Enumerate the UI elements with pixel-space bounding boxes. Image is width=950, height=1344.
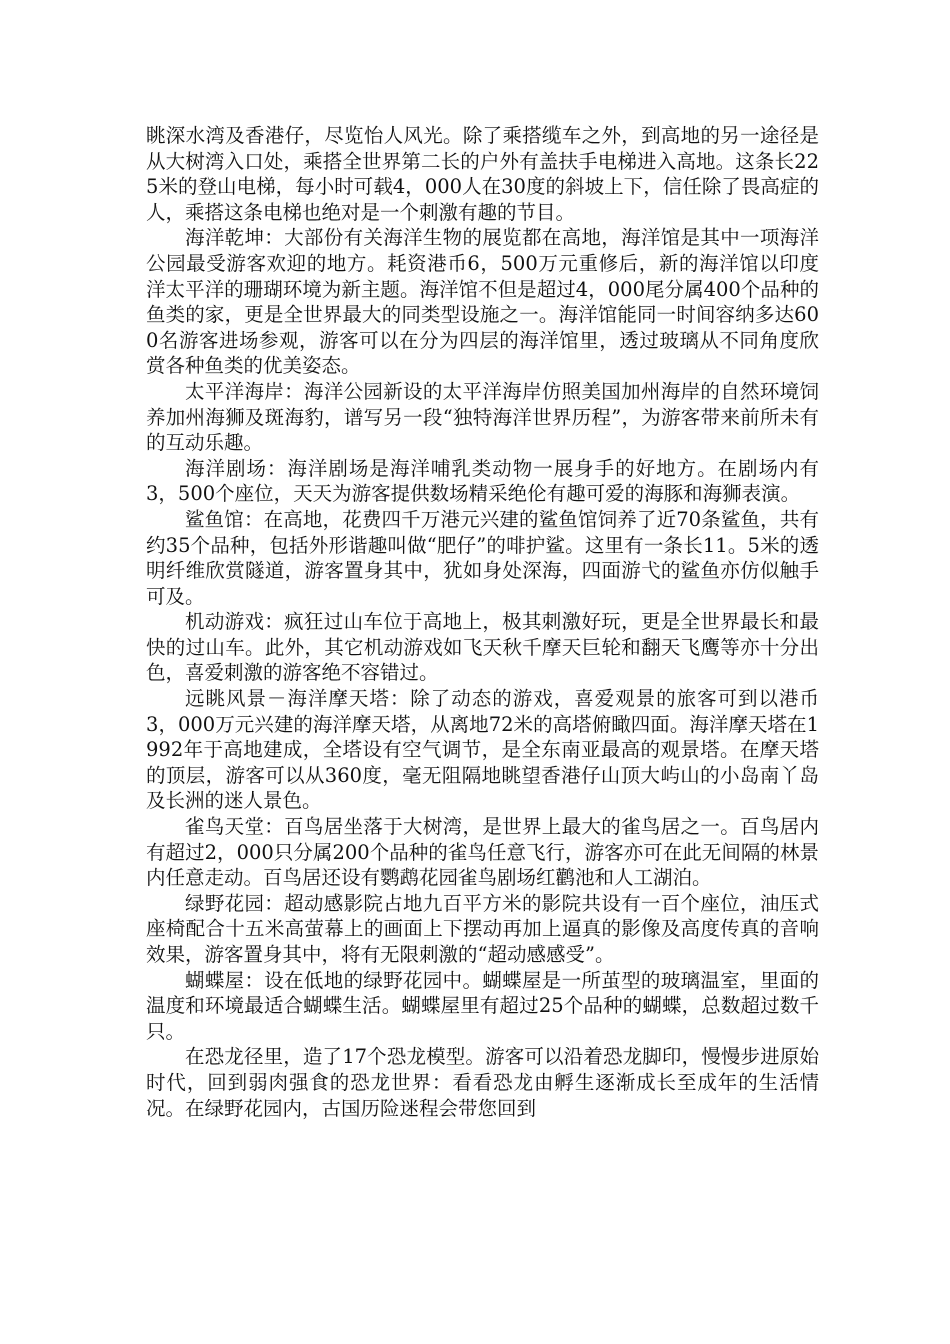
paragraph-ocean-world: 海洋乾坤：大部份有关海洋生物的展览都在高地，海洋馆是其中一项海洋公园最受游客欢迎的地方。耗资港币6，500万元重修后，新的海洋馆以印度洋太平洋的珊瑚环境为新主题。海洋馆不但是超过4，000尾分属400个品种的鱼类的家，更是全世界最大的同类型设施之一。海洋馆能同一时间容纳多达600名游客进场参观，游客可以在分为四层的海洋馆里，透过玻璃从不同角度欣赏各种鱼类的优美姿态。 (146, 226, 819, 378)
paragraph-rides: 机动游戏：疯狂过山车位于高地上，极其刺激好玩，更是全世界最长和最快的过山车。此外，其它机动游戏如飞天秋千摩天巨轮和翻天飞鹰等亦十分出色，喜爱刺激的游客绝不容错过。 (146, 610, 819, 685)
paragraph-dinosaur-trail: 在恐龙径里，造了17个恐龙模型。游客可以沿着恐龙脚印，慢慢步进原始时代，回到弱肉强食的恐龙世界：看看恐龙由孵生逐渐成长至成年的生活情况。在绿野花园内，古国历险迷程会带您回到 (146, 1045, 819, 1120)
paragraph-aviary: 雀鸟天堂：百鸟居坐落于大树湾，是世界上最大的雀鸟居之一。百鸟居内有超过2，000只分属200个品种的雀鸟任意飞行，游客亦可在此无间隔的林景内任意走动。百鸟居还设有鹦鹉花园雀鸟剧场红鹳池和人工湖泊。 (146, 815, 819, 890)
paragraph-pacific-coast: 太平洋海岸：海洋公园新设的太平洋海岸仿照美国加州海岸的自然环境饲养加州海狮及斑海豹，谱写另一段“独特海洋世界历程”，为游客带来前所未有的互动乐趣。 (146, 379, 819, 455)
paragraph-garden-theatre: 绿野花园：超动感影院占地九百平方米的影院共设有一百个座位，油压式座椅配合十五米高萤幕上的画面上下摆动再加上逼真的影像及高度传真的音响效果，游客置身其中，将有无限刺激的“超动感感受”。 (146, 891, 819, 966)
paragraph-butterfly-house: 蝴蝶屋：设在低地的绿野花园中。蝴蝶屋是一所茧型的玻璃温室，里面的温度和环境最适合蝴蝶生活。蝴蝶屋里有超过25个品种的蝴蝶，总数超过数千只。 (146, 968, 819, 1043)
paragraph-ocean-tower: 远眺风景－海洋摩天塔：除了动态的游戏，喜爱观景的旅客可到以港币3，000万元兴建的海洋摩天塔，从离地72米的高塔俯瞰四面。海洋摩天塔在1992年于高地建成，全塔设有空气调节，是全东南亚最高的观景塔。在摩天塔的顶层，游客可以从360度，毫无阻隔地眺望香港仔山顶大屿山的小岛南丫岛及长洲的迷人景色。 (146, 687, 819, 813)
paragraph-shark-aquarium: 鲨鱼馆：在高地，花费四千万港元兴建的鲨鱼馆饲养了近70条鲨鱼，共有约35个品种，包括外形谐趣叫做“肥仔”的啡护鲨。这里有一条长11。5米的透明纤维欣赏隧道，游客置身其中，犹如身处深海，四面游弋的鲨鱼亦仿似触手可及。 (146, 507, 819, 608)
paragraph-ocean-theatre: 海洋剧场：海洋剧场是海洋哺乳类动物一展身手的好地方。在剧场内有3，500个座位，天天为游客提供数场精采绝伦有趣可爱的海豚和海狮表演。 (146, 456, 819, 506)
paragraph-cable-car-escalator: 眺深水湾及香港仔，尽览怡人风光。除了乘搭缆车之外，到高地的另一途径是从大树湾入口处，乘搭全世界第二长的户外有盖扶手电梯进入高地。这条长225米的登山电梯，每小时可载4，000人在30度的斜坡上下，信任除了畏高症的人，乘搭这条电梯也绝对是一个刺激有趣的节目。 (146, 124, 819, 224)
document-page (146, 123, 819, 1121)
